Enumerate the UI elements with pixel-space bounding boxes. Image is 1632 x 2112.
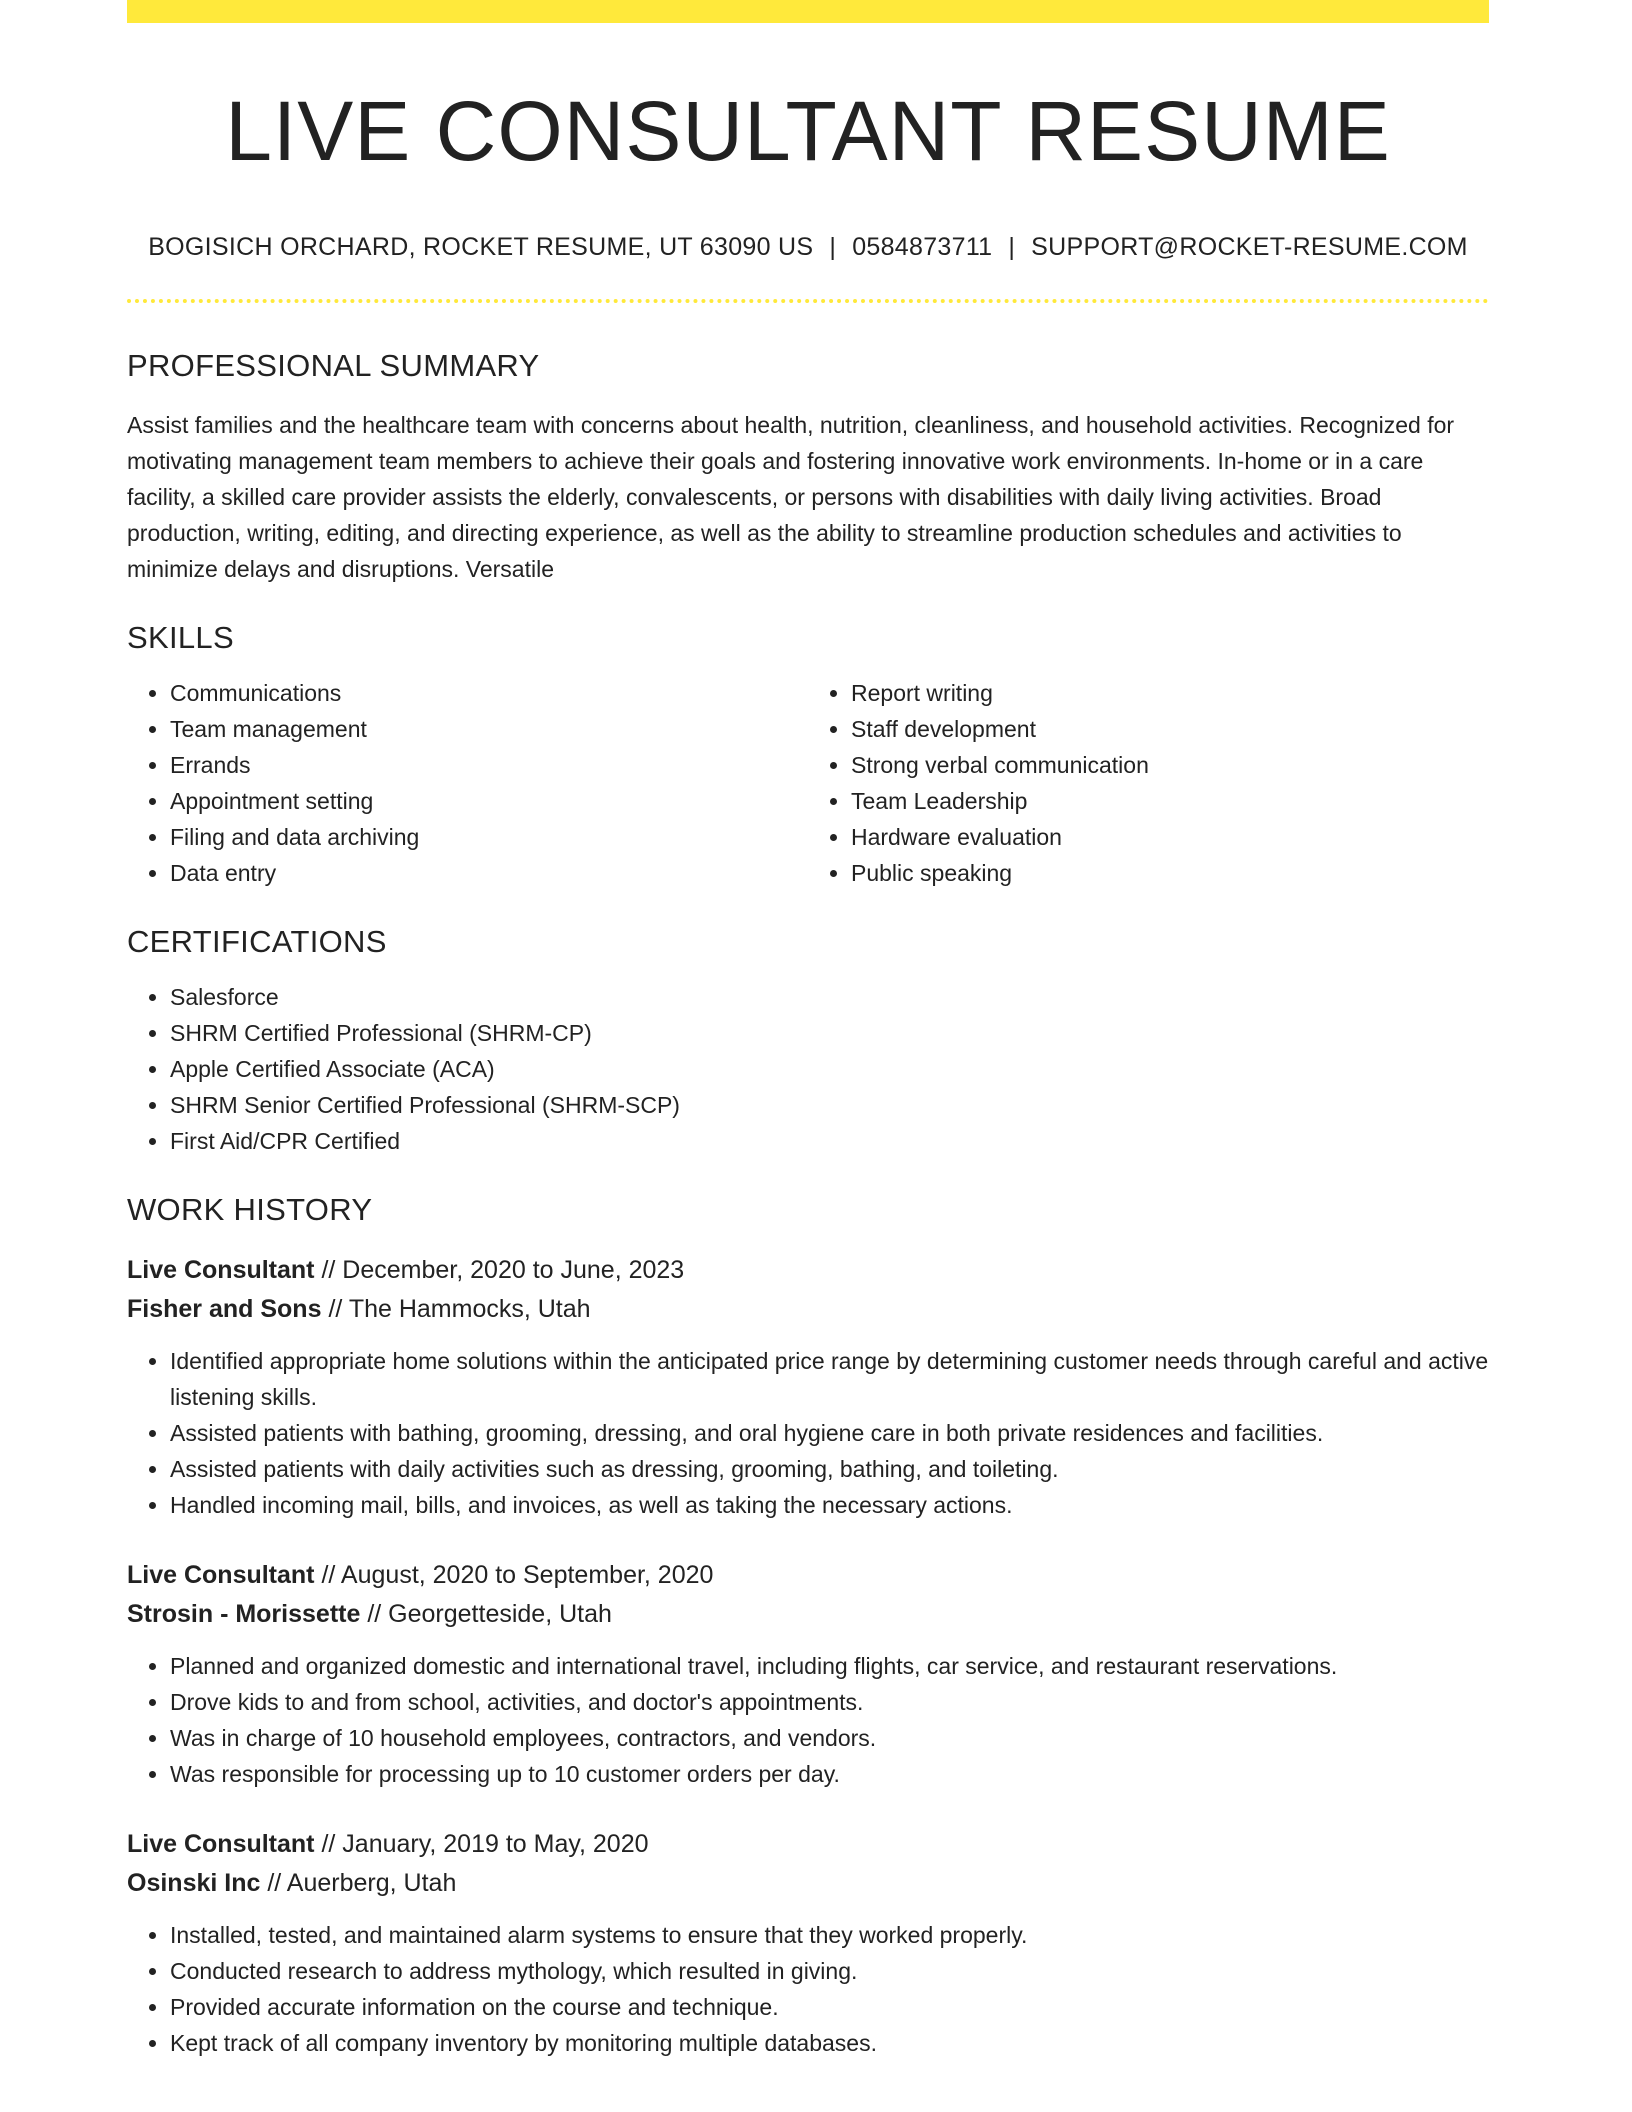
job-location: // Auerberg, Utah (267, 1868, 457, 1897)
job-bullets (127, 1648, 1489, 1792)
job-bullet: • Was responsible for processing up to 10 customer orders per day. (170, 1756, 1489, 1792)
job-company-line (127, 1290, 1489, 1329)
certification-item: • Salesforce (170, 979, 1489, 1015)
work-history-list (127, 1251, 1489, 2061)
contact-separator: | (1008, 232, 1016, 261)
contact-phone: 0584873711 (852, 232, 993, 261)
skill-item: • Appointment setting (170, 783, 808, 819)
job-location: // The Hammocks, Utah (328, 1294, 591, 1323)
job-dates: // August, 2020 to September, 2020 (321, 1560, 714, 1589)
job-bullet: • Planned and organized domestic and international travel, including flights, car service, and restaurant reservations. (170, 1648, 1489, 1684)
job-dates: // January, 2019 to May, 2020 (321, 1829, 649, 1858)
job-entry (127, 1825, 1489, 2061)
job-company-line (127, 1595, 1489, 1634)
skill-item: • Public speaking (851, 855, 1489, 891)
job-bullet: • Assisted patients with daily activities such as dressing, grooming, bathing, and toileting. (170, 1451, 1489, 1487)
summary-heading: PROFESSIONAL SUMMARY (127, 347, 540, 383)
certification-item: • SHRM Certified Professional (SHRM-CP) (170, 1015, 1489, 1051)
skill-item: • Team management (170, 711, 808, 747)
job-entry (127, 1556, 1489, 1792)
job-bullet: • Installed, tested, and maintained alarm systems to ensure that they worked properly. (170, 1917, 1489, 1953)
skill-item: • Strong verbal communication (851, 747, 1489, 783)
skill-item: • Communications (170, 675, 808, 711)
skill-item: • Filing and data archiving (170, 819, 808, 855)
skill-item: • Errands (170, 747, 808, 783)
job-bullet: • Kept track of all company inventory by monitoring multiple databases. (170, 2025, 1489, 2061)
job-title-line (127, 1825, 1489, 1864)
resume-title: LIVE CONSULTANT RESUME (225, 84, 1391, 178)
job-bullets (127, 1343, 1489, 1523)
job-bullet: • Handled incoming mail, bills, and invoices, as well as taking the necessary actions. (170, 1487, 1489, 1523)
certification-item: • First Aid/CPR Certified (170, 1123, 1489, 1159)
certification-item: • SHRM Senior Certified Professional (SHRM-SCP) (170, 1087, 1489, 1123)
contact-separator: | (829, 232, 837, 261)
skill-item: • Hardware evaluation (851, 819, 1489, 855)
job-company: Strosin - Morissette (127, 1599, 361, 1628)
skill-item: • Data entry (170, 855, 808, 891)
job-company: Osinski Inc (127, 1868, 261, 1897)
job-title: Live Consultant (127, 1560, 315, 1589)
job-entry (127, 1251, 1489, 1523)
skills-list-left (127, 675, 808, 891)
job-title-line (127, 1556, 1489, 1595)
header-divider (127, 299, 1489, 303)
skill-item: • Report writing (851, 675, 1489, 711)
job-title: Live Consultant (127, 1829, 315, 1858)
job-title: Live Consultant (127, 1255, 315, 1284)
certification-item: • Apple Certified Associate (ACA) (170, 1051, 1489, 1087)
summary-text: Assist families and the healthcare team with concerns about health, nutrition, cleanliness, and household activities. Recognized for motivating management team members to achieve their goals and fostering innovative work environments. In-home or in a care facility, a skilled care provider assists the elderly, convalescents, or persons with disabilities with daily living activities. Broad production, writing, editing, and directing experience, as well as the ability to streamline production schedules and activities to minimize delays and disruptions. Versatile (127, 411, 1455, 582)
work-history-heading: WORK HISTORY (127, 1192, 373, 1228)
job-bullet: • Conducted research to address mythology, which resulted in giving. (170, 1953, 1489, 1989)
job-bullet: • Identified appropriate home solutions within the anticipated price range by determining customer needs through careful and active listening skills. (170, 1343, 1489, 1415)
job-bullet: • Provided accurate information on the course and technique. (170, 1989, 1489, 2025)
job-bullet: • Assisted patients with bathing, grooming, dressing, and oral hygiene care in both private residences and facilities. (170, 1415, 1489, 1451)
job-company-line (127, 1864, 1489, 1903)
skill-item: • Team Leadership (851, 783, 1489, 819)
contact-line (127, 233, 1489, 262)
job-company: Fisher and Sons (127, 1294, 322, 1323)
skills-list-right (808, 675, 1489, 891)
skill-item: • Staff development (851, 711, 1489, 747)
certifications-list (127, 979, 1489, 1159)
accent-bar (127, 0, 1489, 23)
job-dates: // December, 2020 to June, 2023 (321, 1255, 685, 1284)
job-bullets (127, 1917, 1489, 2061)
job-title-line (127, 1251, 1489, 1290)
contact-address: BOGISICH ORCHARD, ROCKET RESUME, UT 63090 US (148, 232, 814, 261)
skills-grid (127, 675, 1489, 891)
job-bullet: • Drove kids to and from school, activities, and doctor's appointments. (170, 1684, 1489, 1720)
skills-heading: SKILLS (127, 619, 234, 655)
resume-page (127, 0, 1489, 2061)
job-location: // Georgetteside, Utah (367, 1599, 612, 1628)
contact-email: SUPPORT@ROCKET-RESUME.COM (1031, 232, 1468, 261)
job-bullet: • Was in charge of 10 household employees, contractors, and vendors. (170, 1720, 1489, 1756)
certifications-heading: CERTIFICATIONS (127, 924, 387, 960)
